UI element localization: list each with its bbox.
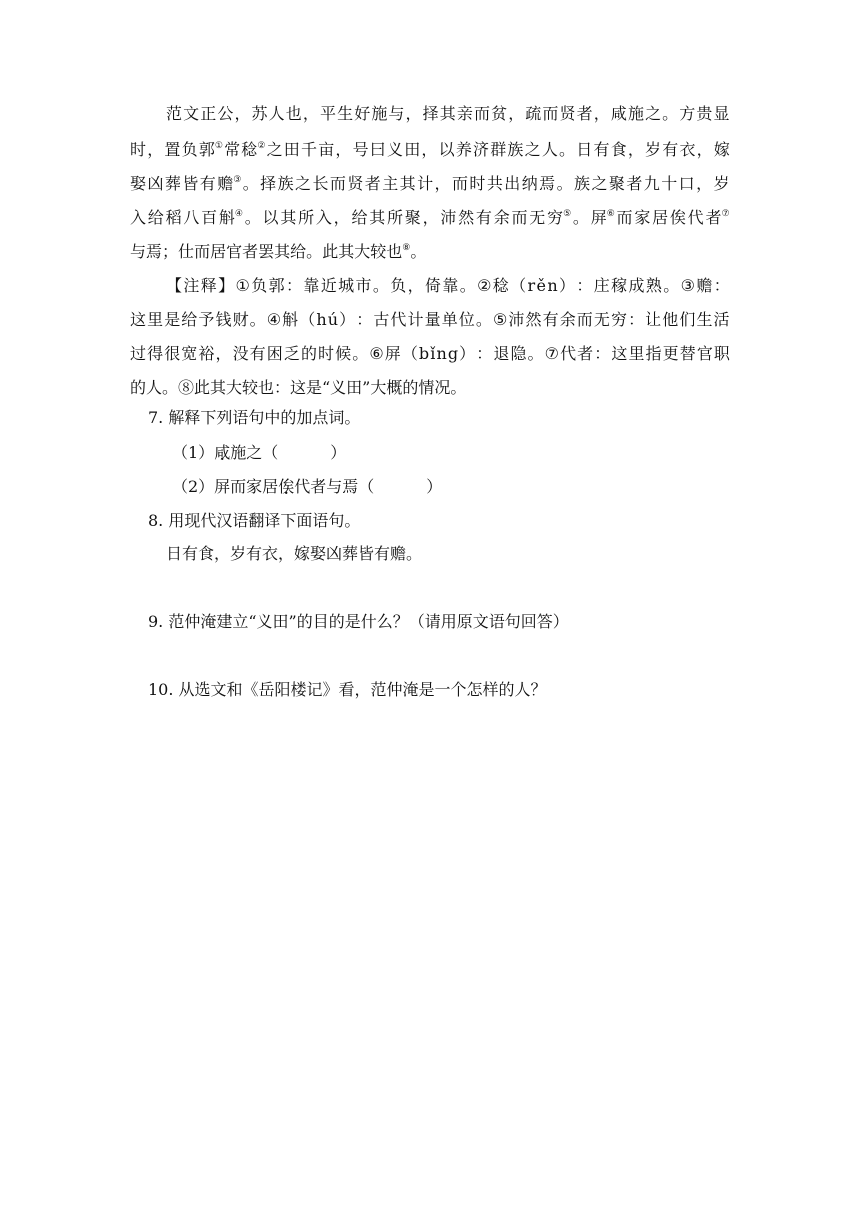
question-10-stem: 10. 从选文和《岳阳楼记》看，范仲淹是一个怎样的人？ <box>148 680 547 699</box>
note-marker: ② <box>257 141 266 151</box>
item-2-prefix: （2）屏而家居 <box>172 477 279 496</box>
note-marker: ③ <box>233 175 242 185</box>
passage-line: 娶 凶 葬 皆 有 赡③ 。 择 族 之 长 而 贤 者 主 其 计 ， 而 时 共 出 纳 焉 。 族 之 聚 者 九 十 口 ， 岁 <box>130 174 730 193</box>
note-marker: ① <box>214 141 223 151</box>
note-line: 【 注 释 】 ① 负 郭 ： 靠 近 城 市 。 负 ， 倚 靠 。 ② 稔 （ r ě n ） ： 庄 稼 成 熟 。 ③ 赡 ： <box>166 276 730 295</box>
passage-line: 范 文 正 公 ， 苏 人 也 ， 平 生 好 施 与 ， 择 其 亲 而 贫 ， 疏 而 贤 者 ， 咸 施 之 。 方 贵 显 <box>166 104 730 123</box>
question-7-item-2 <box>172 477 442 497</box>
item-1-text: 施之（ <box>230 443 279 462</box>
note-line: 的人。⑧此其大较也：这是“义田”大概的情况。 <box>130 378 467 397</box>
item-2-close: ） <box>426 477 443 496</box>
dotted-word-si: 俟 <box>278 477 295 496</box>
note-marker: ⑥ <box>606 209 615 219</box>
dotted-word-xian: 咸 <box>214 443 231 462</box>
note-line: 这 里 是 给 予 钱 财 。 ④ 斛 （ h ú ） ： 古 代 计 量 单 位 。 ⑤ 沛 然 有 余 而 无 穷 ： 让 他 们 生 活 <box>130 310 730 329</box>
question-9-stem: 9. 范仲淹建立“义田”的目的是什么？（请用原文语句回答） <box>148 612 569 631</box>
question-8-sentence: 日有食，岁有衣，嫁娶凶葬皆有赡。 <box>166 544 423 563</box>
passage-line: 与焉；仕而居官者罢其给。此其大较也⑧。 <box>130 242 427 261</box>
note-marker: ⑧ <box>402 243 411 253</box>
item-2-text: 代者与焉（ <box>294 477 375 496</box>
note-marker: ⑦ <box>721 209 730 219</box>
question-8-stem: 8. 用现代汉语翻译下面语句。 <box>148 511 361 530</box>
item-1-close: ） <box>330 443 347 462</box>
item-1-prefix: （1） <box>172 443 215 462</box>
note-line: 过 得 很 宽 裕 ， 没 有 困 乏 的 时 候 。 ⑥ 屏 （ b ǐ n g ） ： 退 隐 。 ⑦ 代 者 ： 这 里 指 更 替 官 职 <box>130 344 730 363</box>
question-7-stem: 7. 解释下列语句中的加点词。 <box>148 408 361 427</box>
passage-line: 入 给 稻 八 百 斛④ 。 以 其 所 入 ， 给 其 所 聚 ， 沛 然 有 余 而 无 穷⑤ 。 屏⑥ 而 家 居 俟 代 者⑦ <box>130 208 730 227</box>
question-7-item-1 <box>172 443 346 463</box>
passage-line: 时 ， 置 负 郭① 常 稔② 之 田 千 亩 ， 号 曰 义 田 ， 以 养 济 群 族 之 人 。 日 有 食 ， 岁 有 衣 ， 嫁 <box>130 140 730 159</box>
note-marker: ④ <box>234 209 243 219</box>
note-marker: ⑤ <box>563 209 572 219</box>
